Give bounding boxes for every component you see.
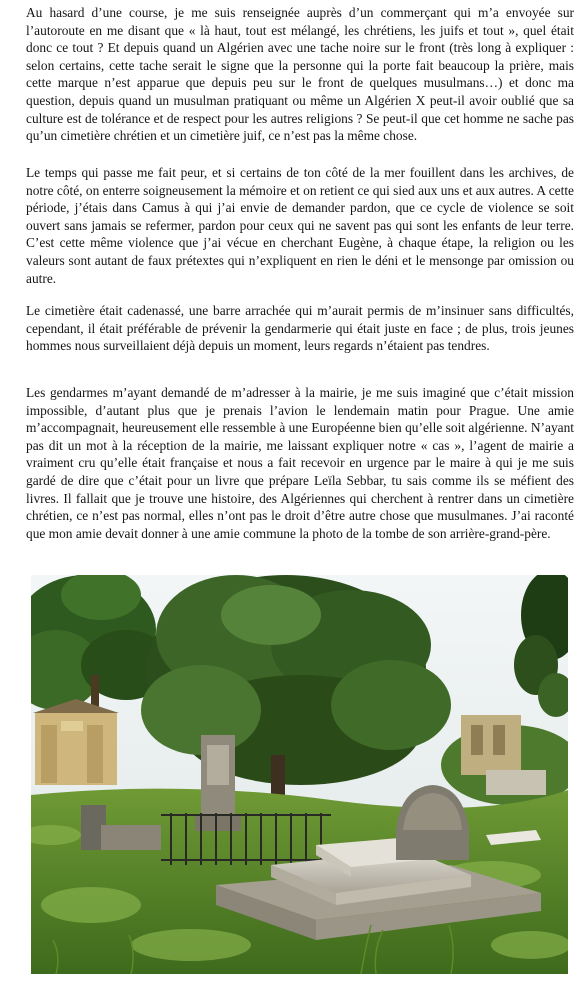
iron-fence [161, 813, 331, 865]
paragraph-3: Le cimetière était cadenassé, une barre arrachée qui m’aurait permis de m’insinuer sans difficultés, cependant, il était préférable de prévenir la gendarmerie qui était juste en face ; de plus, trois jeunes hommes nous surveillaient déjà depuis un moment, leurs regards n’étaient pas tendres. [26, 303, 574, 354]
cemetery-photo [31, 575, 568, 974]
paragraph-1: Au hasard d’une course, je me suis renseignée auprès d’un commerçant qui m’a envoyée sur l’autoroute en me disant que « là haut, tout est mélangé, les chrétiens, les juifs et tout », quel était donc ce tout ? Et depuis quand un Algérien avec une tache noire sur le front (très long à expliquer : selon certains, cette tache serait le signe que la personne qui la porte fait beaucoup la prière, mais cette marque n’est apparue que depuis peu sur le front de quelques musulmans…) et donc ma question, depuis quand un musulman pratiquant ou même un Algérien X peut-il avoir oublié que sa culture est de tolérance et de respect pour les autres religions ? Se peut-il que cet homme ne sache pas qu’un cimetière chrétien et un cimetière juif, ce n’est pas la même chose. [26, 5, 574, 144]
paragraph-2: Le temps qui passe me fait peur, et si certains de ton côté de la mer fouillent dans les archives, de notre côté, on enterre soigneusement la mémoire et on retient ce qui sied aux uns et aux autres. A cette période, j’étais dans Camus à qui j’ai envie de demander pardon, que ce cycle de violence se soit ouvert sans jamais se refermer, pardon pour ceux qui ne savent pas qui sont les enfants de leur terre. C’est cette même violence que j’ai vécue en cherchant Eugène, à chaque étape, la religion ou les valeurs sont autant de faux prétextes qui n’expliquent en rien le déni et le mensonge par omission ou autre. [26, 165, 574, 286]
paragraph-4: Les gendarmes m’ayant demandé de m’adresser à la mairie, je me suis imaginé que c’était mission impossible, d’autant plus que je prenais l’avion le lendemain matin pour Prague. Une amie m’accompagnait, heureusement elle ressemble à une Européenne bien qu’elle soit algérienne. N’ayant pas dit un mot à la réception de la mairie, me laissant expliquer notre « cas », l’agent de mairie a vraiment cru qu’elle était française et nous a fait recevoir en urgence par le maire à qui je me suis gardé de dire que c’était pour un livre que prépare Leïla Sebbar, tu sais comme ils se méfient des livres. Il fallait que je trouve une histoire, des Algériennes qui cherchent à rentrer dans un cimetière chrétien, ce n’est pas normal, elles n’ont pas le droit d’être autre chose que musulmanes. J’ai raconté que mon amie devait donner à une amie commune la photo de la tombe de son arrière-grand-père. [26, 385, 574, 541]
chapel-building [33, 699, 119, 785]
